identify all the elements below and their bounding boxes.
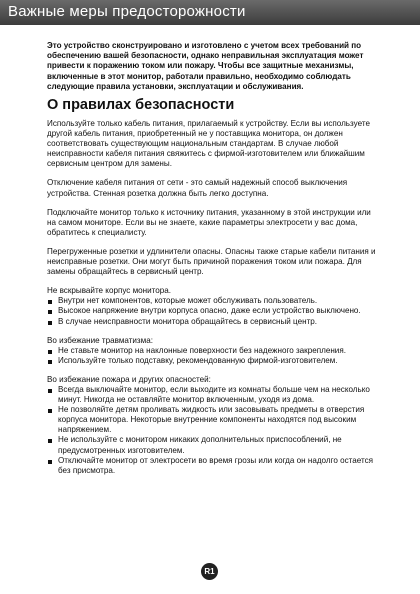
list-item: Используйте только подставку, рекомендованную фирмой-изготовителем. <box>47 356 377 366</box>
bullet-list <box>47 385 377 476</box>
paragraph: Перегруженные розетки и удлинители опасны. Опасны также старые кабели питания и неисправные розетки. Они могут быть причиной поражения током или пожара. Для замены обращайтесь в сервисный центр. <box>47 246 376 277</box>
page-title: Важные меры предосторожности <box>8 3 246 20</box>
bullet-list <box>47 346 377 366</box>
page-number-badge: R1 <box>201 563 218 580</box>
paragraph: Используйте только кабель питания, прилагаемый к устройству. Если вы используете другой кабель питания, приобретенный не у поставщика монитора, он должен соответствовать существующим национальным стандартам. В случае любой неисправности кабеля питания свяжитесь с фирмой-изготовителем или ближайшим сервисным центром для замены. <box>47 119 370 169</box>
list-item: Внутри нет компонентов, которые может обслуживать пользователь. <box>47 296 377 306</box>
list-item: В случае неисправности монитора обращайтесь в сервисный центр. <box>47 317 377 327</box>
list-item: Не ставьте монитор на наклонные поверхности без надежного закрепления. <box>47 346 377 356</box>
list-item: Отключайте монитор от электросети во время грозы или когда он надолго остается без присмотра. <box>47 456 377 476</box>
main-content <box>47 41 377 485</box>
header-bar <box>0 0 420 25</box>
group-heading: Во избежание пожара и других опасностей: <box>47 374 211 384</box>
paragraph: Подключайте монитор только к источнику питания, указанному в этой инструкции или на самом мониторе. Если вы не знаете, какие параметры электросети у вас дома, обратитесь к специалисту. <box>47 207 371 237</box>
list-item: Всегда выключайте монитор, если выходите из комнаты больше чем на несколько минут. Никогда не оставляйте монитор включенным, уходя из дома. <box>47 385 377 405</box>
group-heading: Не вскрывайте корпус монитора. <box>47 286 172 296</box>
group-heading: Во избежание травматизма: <box>47 335 153 345</box>
list-item: Не позволяйте детям проливать жидкость или засовывать предметы в отверстия корпуса монитора. Некоторые внутренние компоненты находятся под высоким напряжением. <box>47 405 377 435</box>
bullet-list <box>47 296 377 326</box>
list-item: Высокое напряжение внутри корпуса опасно, даже если устройство выключено. <box>47 306 377 316</box>
list-item: Не используйте с монитором никаких дополнительных приспособлений, не предусмотренных изготовителем. <box>47 435 377 455</box>
paragraph: Отключение кабеля питания от сети - это самый надежный способ выключения устройства. Стенная розетка должна быть легко доступна. <box>47 178 348 198</box>
intro-warning: Это устройство сконструировано и изготовлено с учетом всех требований по обеспечению вашей безопасности, однако неправильная эксплуатация может привести к поражению током или пожару. Чтобы все защитные механизмы, включенные в этот монитор, работали правильно, необходимо соблюдать следующие правила установки, эксплуатации и обслуживания. <box>47 41 364 91</box>
section-title: О правилах безопасности <box>47 97 235 114</box>
